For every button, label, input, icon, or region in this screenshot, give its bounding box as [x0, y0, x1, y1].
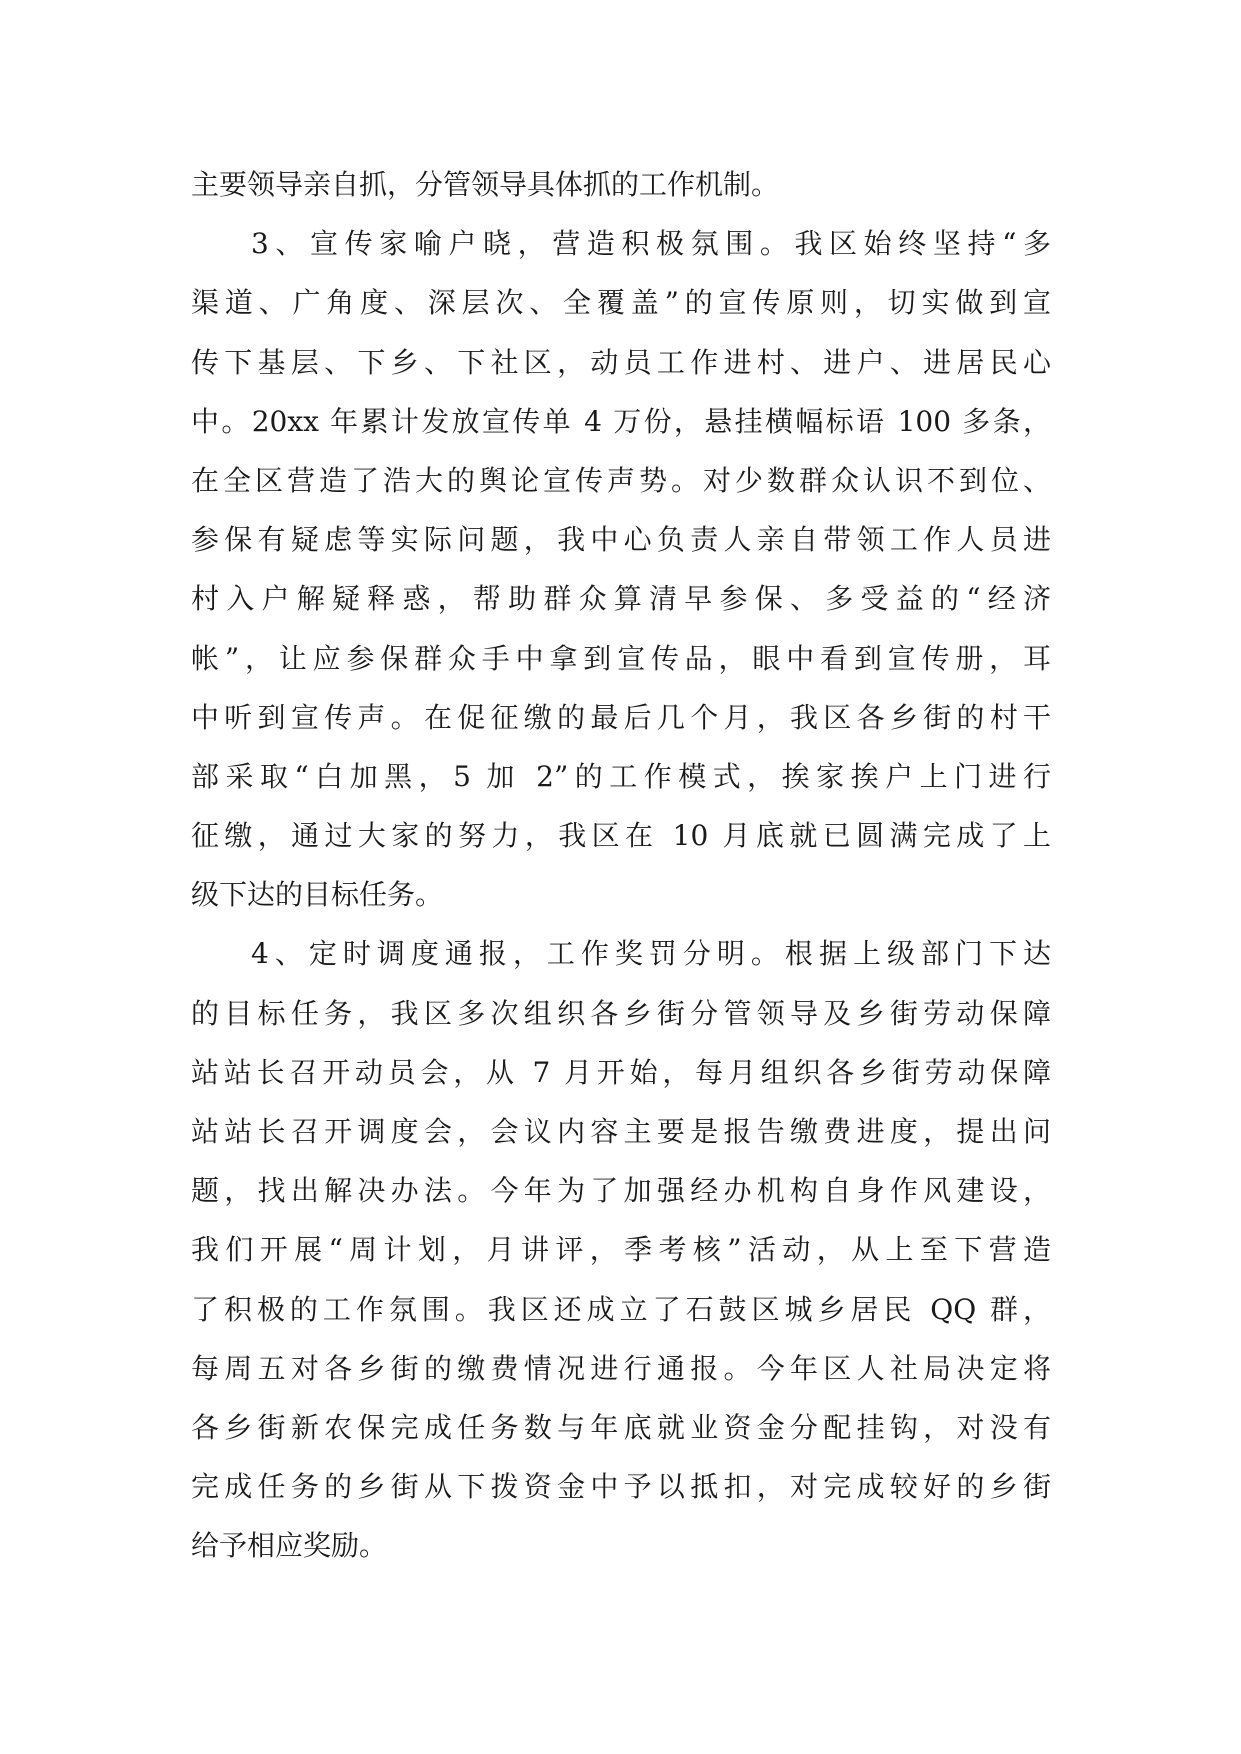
text-line: 题，找出解决办法。今年为了加强经办机构自身作风建设， — [191, 1174, 1051, 1208]
text-line: 参保有疑虑等实际问题，我中心负责人亲自带领工作人员进 — [191, 523, 1051, 557]
text-line: 各乡街新农保完成任务数与年底就业资金分配挂钩，对没有 — [191, 1410, 1051, 1444]
document-body — [191, 155, 1051, 1576]
text-line: 我们开展“周计划，月讲评，季考核”活动，从上至下营造 — [191, 1233, 1051, 1267]
text-line: 中听到宣传声。在促征缴的最后几个月，我区各乡街的村干 — [191, 700, 1051, 734]
text-line: 了积极的工作氛围。我区还成立了石鼓区城乡居民 QQ 群， — [191, 1292, 1051, 1326]
paragraph-4-heading-line: 4、定时调度通报，工作奖罚分明。根据上级部门下达 — [251, 937, 1051, 971]
text-line: 在全区营造了浩大的舆论宣传声势。对少数群众认识不到位、 — [191, 463, 1051, 497]
text-line: 主要领导亲自抓，分管领导具体抓的工作机制。 — [191, 168, 780, 201]
text-line: 部采取“白加黑，5 加 2”的工作模式，挨家挨户上门进行 — [191, 759, 1051, 793]
text-line: 渠道、广角度、深层次、全覆盖”的宣传原则，切实做到宣 — [191, 286, 1051, 320]
text-line: 站站长召开调度会，会议内容主要是报告缴费进度，提出问 — [191, 1115, 1051, 1148]
text-line: 完成任务的乡街从下拨资金中予以抵扣，对完成较好的乡街 — [191, 1470, 1051, 1504]
text-line: 级下达的目标任务。 — [191, 878, 444, 912]
text-line: 帐”，让应参保群众手中拿到宣传品，眼中看到宣传册，耳 — [191, 641, 1051, 675]
text-line: 给予相应奖励。 — [191, 1529, 388, 1563]
text-line: 每周五对各乡街的缴费情况进行通报。今年区人社局决定将 — [191, 1351, 1051, 1385]
text-line: 站站长召开动员会，从 7 月开始，每月组织各乡街劳动保障 — [191, 1055, 1051, 1089]
text-line: 传下基层、下乡、下社区，动员工作进村、进户、进居民心 — [191, 345, 1051, 379]
paragraph-3-heading-line: 3、宣传家喻户晓，营造积极氛围。我区始终坚持“多 — [251, 227, 1051, 261]
text-line: 征缴，通过大家的努力，我区在 10 月底就已圆满完成了上 — [191, 819, 1051, 853]
text-line: 的目标任务，我区多次组织各乡街分管领导及乡街劳动保障 — [191, 996, 1051, 1030]
text-line: 村入户解疑释惑，帮助群众算清早参保、多受益的“经济 — [191, 582, 1051, 616]
text-line: 中。20xx 年累计发放宣传单 4 万份，悬挂横幅标语 100 多条， — [191, 404, 1051, 438]
